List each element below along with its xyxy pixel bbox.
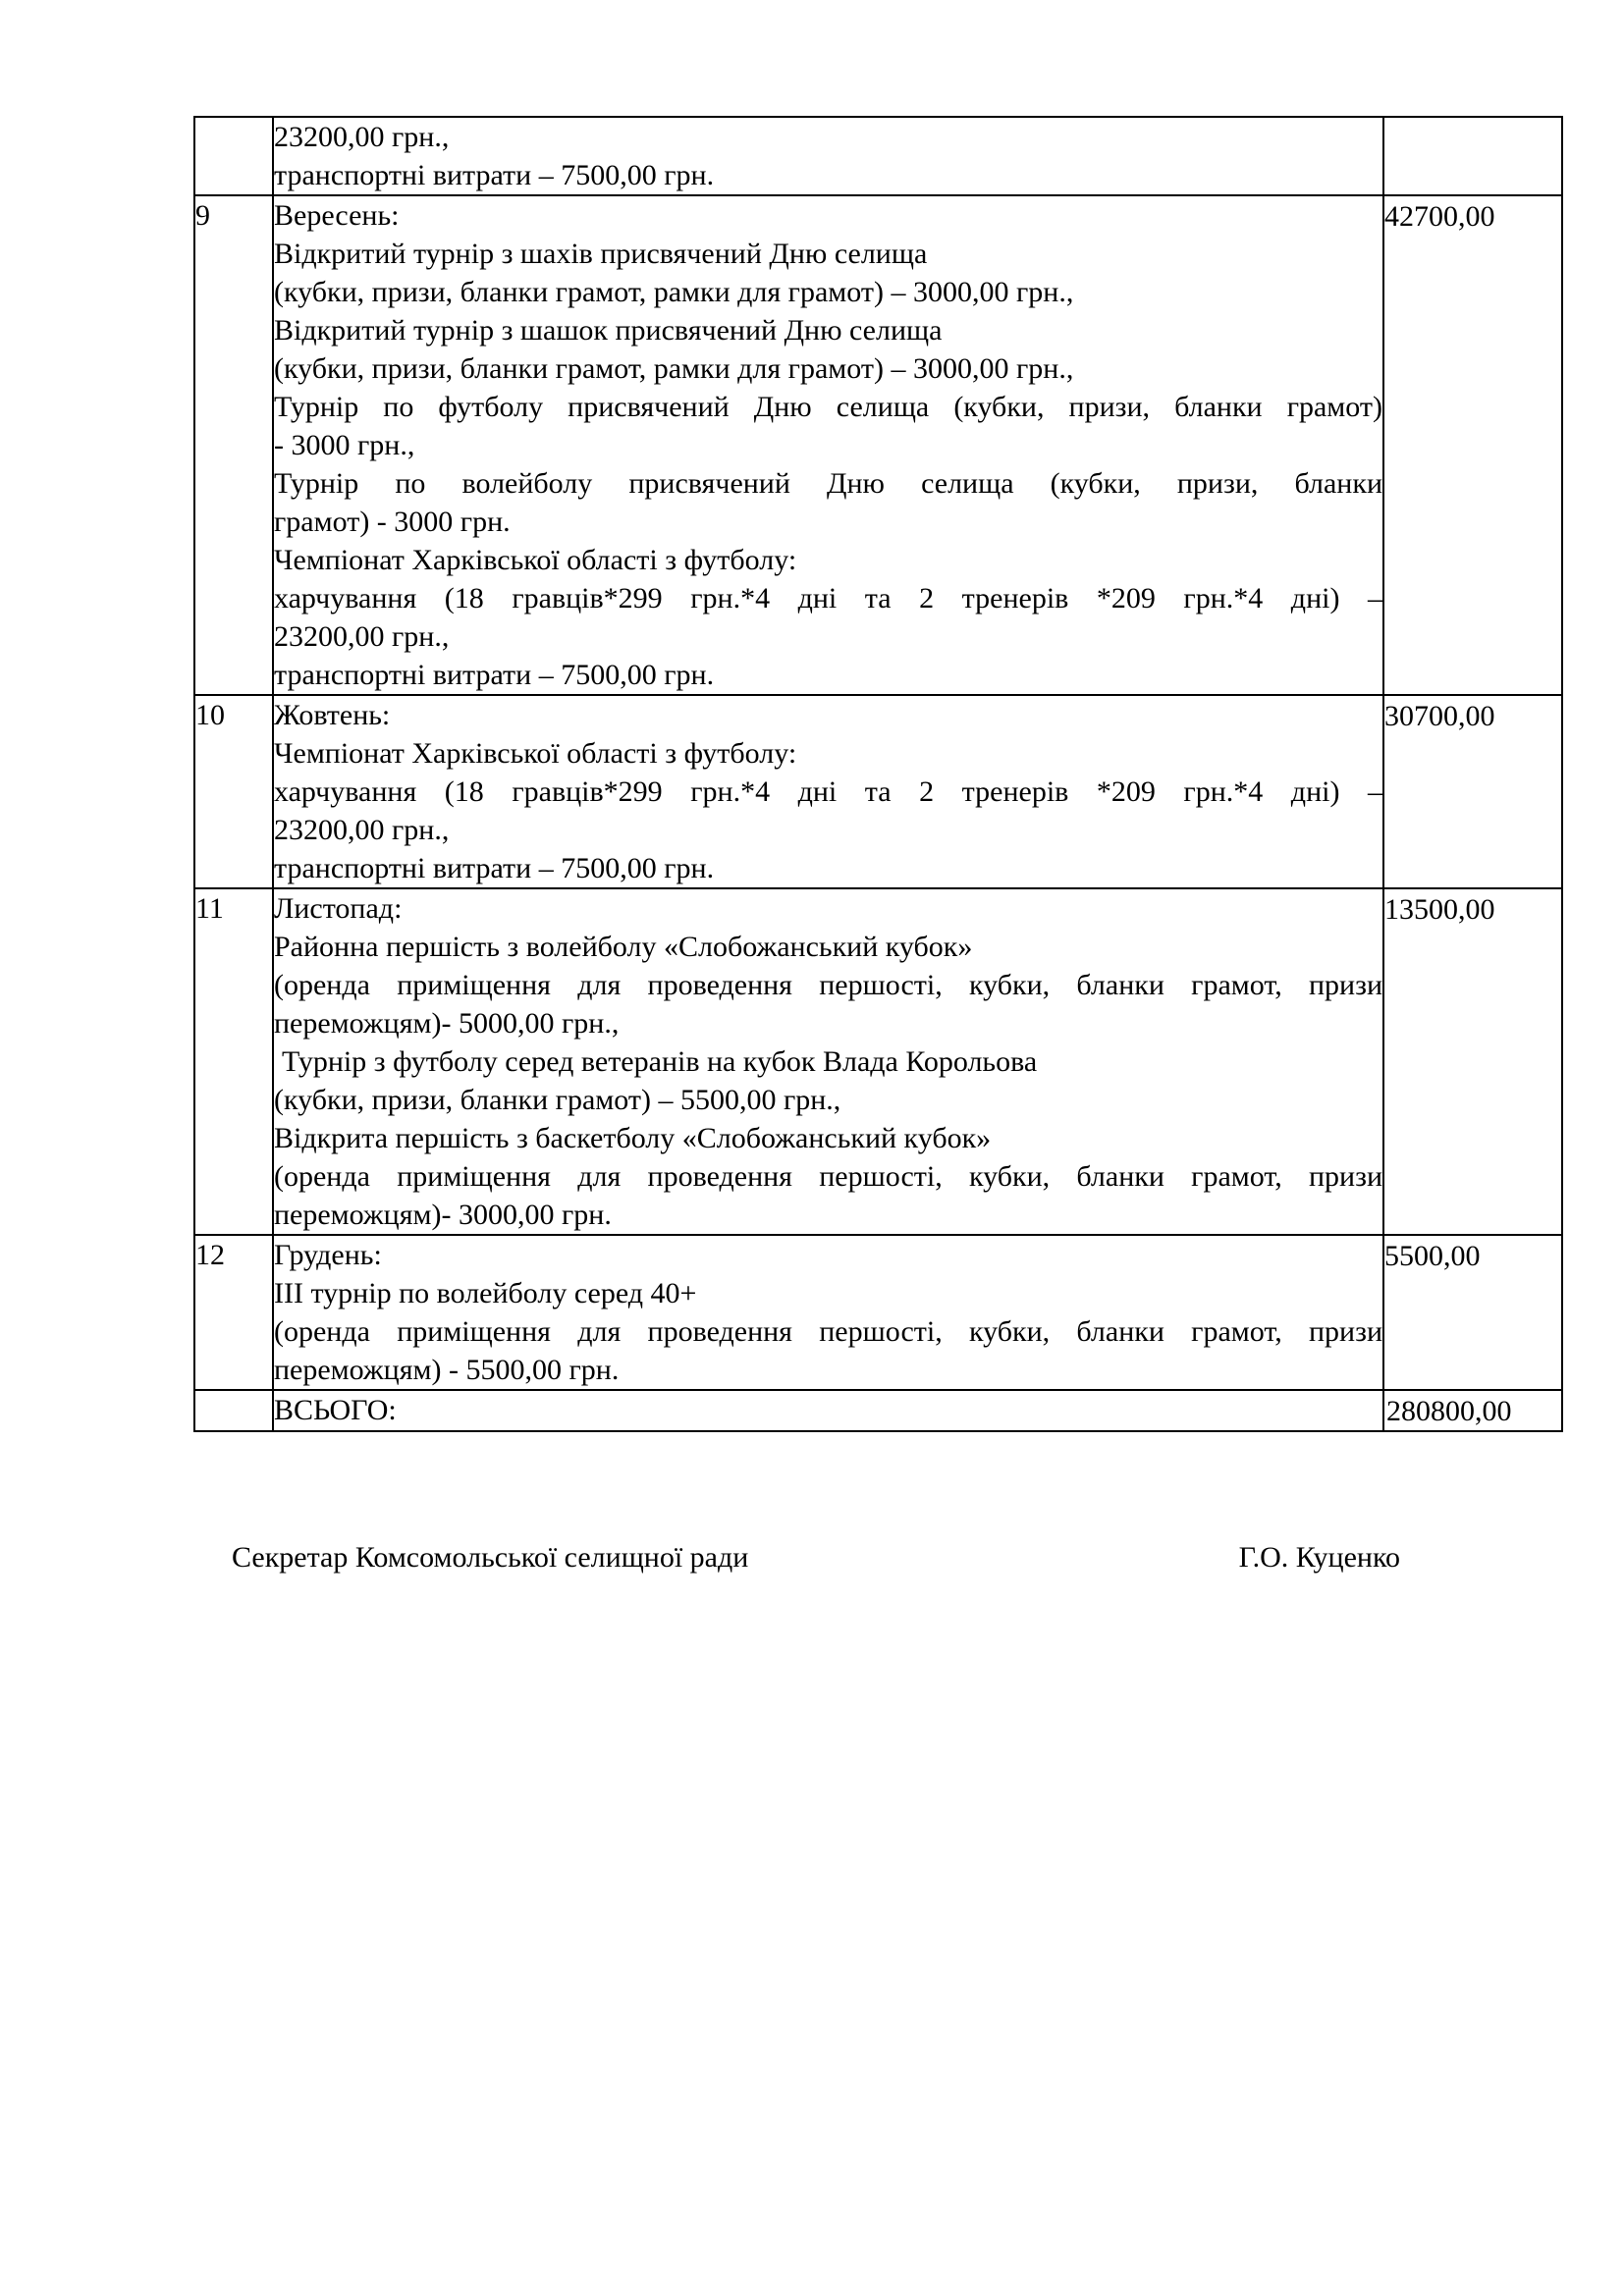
budget-table (193, 116, 1563, 1432)
description-line: грамот) - 3000 грн. (274, 506, 511, 538)
sum-value: 13500,00 (1384, 893, 1495, 926)
row-number: 10 (194, 695, 273, 888)
description-line: транспортні витрати – 7500,00 грн. (274, 159, 715, 191)
row-sum (1383, 695, 1562, 888)
description-line: Відкритий турнір з шашок присвячений Дню селища (274, 314, 943, 347)
description-line: Турнір з футболу серед ветеранів на кубок Влада Корольова (282, 1045, 1038, 1078)
description-line: Турнір по волейболу присвячений Дню селища (кубки, призи, бланки (274, 467, 1382, 500)
total-row-number (194, 1390, 273, 1431)
row-description (273, 888, 1383, 1235)
description-line: харчування (18 гравців*299 грн.*4 дні та 2 тренерів *209 грн.*4 дні) – (274, 775, 1382, 808)
description-line: ІІІ турнір по волейболу серед 40+ (274, 1277, 697, 1309)
description-line: (кубки, призи, бланки грамот, рамки для грамот) – 3000,00 грн., (274, 276, 1074, 308)
table-row (194, 888, 1562, 1235)
table-row (194, 117, 1562, 195)
description-line: (оренда приміщення для проведення першості, кубки, бланки грамот, призи (274, 1160, 1382, 1193)
table-row (194, 695, 1562, 888)
row-description (273, 195, 1383, 695)
row-sum (1383, 195, 1562, 695)
description-line: Районна першість з волейболу «Слобожанський кубок» (274, 931, 973, 963)
row-number: 11 (194, 888, 273, 1235)
description-line: переможцям)- 3000,00 грн. (274, 1199, 612, 1231)
description-line: 23200,00 грн., (274, 121, 450, 153)
description-line: (оренда приміщення для проведення першості, кубки, бланки грамот, призи (274, 1315, 1382, 1348)
sum-value: 42700,00 (1384, 200, 1495, 233)
total-row (194, 1390, 1562, 1431)
description-line: Чемпіонат Харківської області з футболу: (274, 544, 797, 576)
row-number: 12 (194, 1235, 273, 1390)
description-line: Турнір по футболу присвячений Дню селища (кубки, призи, бланки грамот) (274, 391, 1382, 423)
row-description (273, 117, 1383, 195)
total-sum (1383, 1390, 1562, 1431)
row-description (273, 695, 1383, 888)
description-line: Жовтень: (274, 699, 391, 731)
description-line: Відкрита першість з баскетболу «Слобожанський кубок» (274, 1122, 992, 1154)
description-line: Грудень: (274, 1239, 382, 1271)
description-line: переможцям) - 5500,00 грн. (274, 1354, 620, 1386)
description-line: (кубки, призи, бланки грамот) – 5500,00 грн., (274, 1084, 841, 1116)
description-line: (оренда приміщення для проведення першості, кубки, бланки грамот, призи (274, 969, 1382, 1001)
row-sum (1383, 888, 1562, 1235)
description-line: переможцям)- 5000,00 грн., (274, 1007, 620, 1040)
description-line: - 3000 грн., (274, 429, 415, 461)
description-line: Вересень: (274, 199, 400, 232)
description-line: (кубки, призи, бланки грамот, рамки для грамот) – 3000,00 грн., (274, 352, 1074, 385)
row-number (194, 117, 273, 195)
total-label (273, 1390, 1383, 1431)
row-description (273, 1235, 1383, 1390)
description-line: транспортні витрати – 7500,00 грн. (274, 852, 715, 884)
table-row (194, 195, 1562, 695)
total-sum-value: 280800,00 (1386, 1395, 1512, 1427)
row-number: 9 (194, 195, 273, 695)
description-line: Листопад: (274, 892, 403, 925)
description-line: 23200,00 грн., (274, 814, 450, 846)
sum-value: 5500,00 (1384, 1240, 1481, 1272)
description-line: 23200,00 грн., (274, 620, 450, 653)
signatory-role: Секретар Комсомольської селищної ради (232, 1541, 749, 1574)
row-sum (1383, 117, 1562, 195)
total-label-text: ВСЬОГО: (274, 1394, 397, 1426)
description-line: Чемпіонат Харківської області з футболу: (274, 737, 797, 770)
description-line: транспортні витрати – 7500,00 грн. (274, 659, 715, 691)
signatory-name: Г.О. Куценко (1238, 1541, 1400, 1574)
description-line: Відкритий турнір з шахів присвячений Дню селища (274, 238, 928, 270)
description-line: харчування (18 гравців*299 грн.*4 дні та 2 тренерів *209 грн.*4 дні) – (274, 582, 1382, 614)
row-sum (1383, 1235, 1562, 1390)
table-row (194, 1235, 1562, 1390)
sum-value: 30700,00 (1384, 700, 1495, 732)
